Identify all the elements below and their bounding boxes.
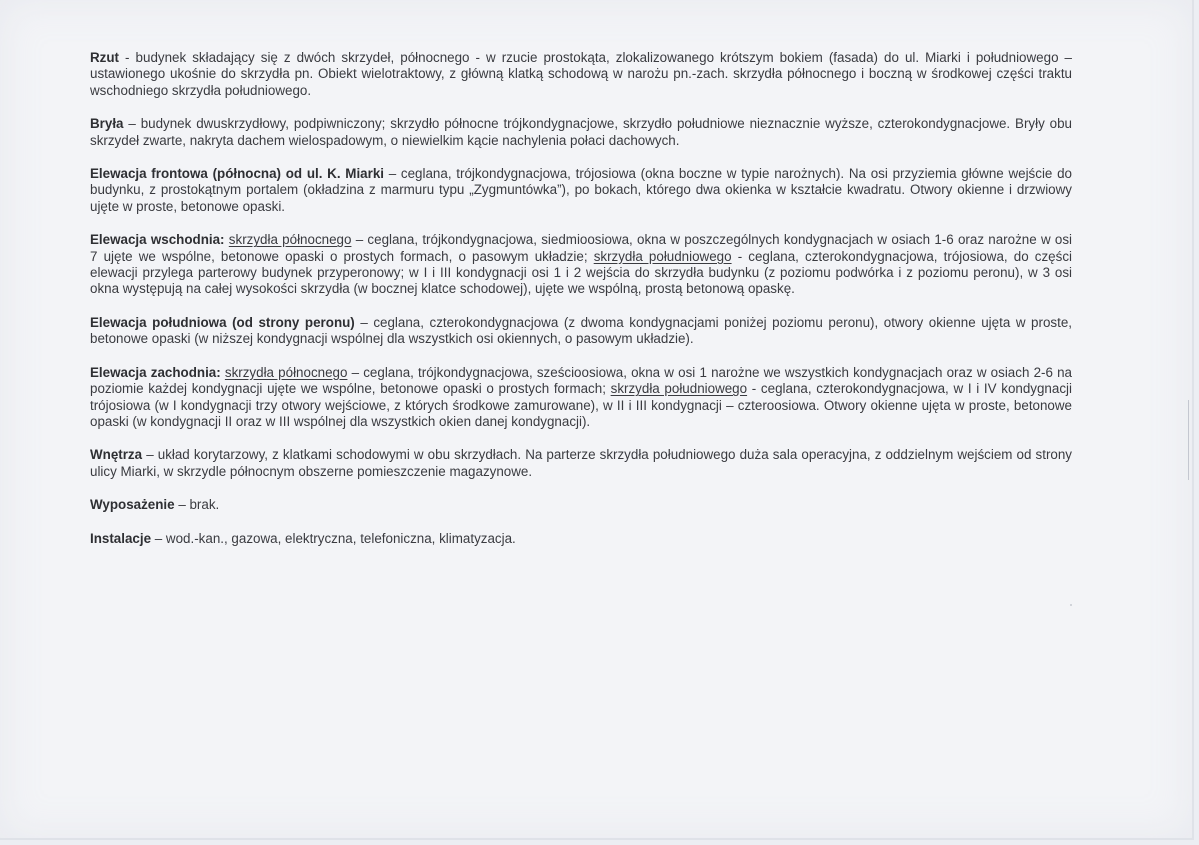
section-heading: Elewacja zachodnia: (90, 364, 221, 380)
paragraph-text: – ceglana, trójkondygnacjowa, sześcioosiowa, okna w osi 1 narożne we wszystkich kondygnacjach oraz w osiach 2-6 na poziomie każdej kondygnacji ujęte we wspólne, betonowe opaski o prostych formach; (90, 364, 1072, 397)
paragraph-elewacja-frontowa (90, 166, 1072, 215)
paragraph-elewacja-poludniowa (90, 315, 1072, 348)
underlined-term: skrzydła północnego (224, 364, 348, 380)
scan-mark (1070, 604, 1072, 606)
paragraph-elewacja-zachodnia (90, 365, 1072, 431)
paragraph-bryla (90, 116, 1072, 149)
paragraph-text: – ceglana, czterokondygnacjowa (z dwoma kondygnacjami poniżej poziomu peronu), otwory okienne ujęta w proste, betonowe opaski (w niższej kondygnacji wspólnej dla wszystkich osi okiennych, o pasowym układzie). (90, 314, 1072, 347)
section-heading: Elewacja frontowa (północna) od ul. K. Miarki (90, 166, 384, 182)
paragraph-text: – brak. (174, 497, 220, 513)
underlined-term: skrzydła południowego (610, 381, 748, 397)
paragraph-text: - ceglana, czterokondygnacjowa, trójosiowa, do części elewacji przylega parterowy budynek przyperonowy; w I i III kondygnacji osi 1 i 2 wejścia do skrzydła budynku (z poziomu podwórka i z poziomu peronu), w 3 osi okna występują na całej wysokości skrzydła (w bocznej klatce schodowej), ujęte we wspólną, prostą betonową opaskę. (90, 248, 1072, 297)
paragraph-rzut (90, 50, 1072, 99)
paragraph-text: – ceglana, trójkondygnacjowa, siedmioosiowa, okna w poszczególnych kondygnacjach w osiach 1-6 oraz narożne w osi 7 ujęte we wspólne, betonowe opaski o prostych formach, o pasowym układzie; (90, 232, 1072, 264)
section-heading: Elewacja południowa (od strony peronu) (90, 314, 355, 330)
paragraph-text: – ceglana, trójkondygnacjowa, trójosiowa (okna boczne w typie narożnych). Na osi przyziemia główne wejście do budynku, z prostokątnym portalem (okładzina z marmuru typu „Zygmuntówka”), po bokach, którego dwa okienka w kształcie kwadratu. Otwory okienne i drzwiowy ujęte w proste, betonowe opaski. (90, 166, 1072, 214)
section-heading: Elewacja wschodnia: (90, 232, 225, 248)
section-heading: Wnętrza (90, 447, 143, 463)
underlined-term: skrzydła południowego (593, 248, 732, 264)
paragraph-instalacje (90, 531, 1072, 547)
section-heading: Instalacje (90, 530, 152, 546)
paragraph-text: - budynek składający się z dwóch skrzydeł, północnego - w rzucie prostokąta, zlokalizowanego krótszym bokiem (fasada) do ul. Miarki i południowego – ustawionego ukośnie do skrzydła pn. Obiekt wielotraktowy, z główną klatką schodową w narożu pn.-zach. skrzydła północnego i boczną w środkowej części traktu wschodniego skrzydła południowego. (90, 50, 1072, 98)
paragraph-text: - ceglana, czterokondygnacjowa, w I i IV kondygnacji trójosiowa (w I kondygnacji trzy otwory wejściowe, z których środkowe zamurowane), w II i III kondygnacji – czteroosiowa. Otwory okienne ujęta w proste, betonowe opaski (w kondygnacji II oraz w III wspólnej dla wszystkich okien danej kondygnacji). (90, 381, 1072, 429)
document-body (90, 50, 1072, 564)
paragraph-text: – układ korytarzowy, z klatkami schodowymi w obu skrzydłach. Na parterze skrzydła południowego duża sala operacyjna, z oddzielnym wejściem od strony ulicy Miarki, w skrzydle północnym obszerne pomieszczenie magazynowe. (90, 447, 1072, 479)
section-heading: Bryła (90, 116, 124, 132)
section-heading: Wyposażenie (90, 497, 175, 513)
paragraph-text: – wod.-kan., gazowa, elektryczna, telefoniczna, klimatyzacja. (151, 530, 516, 546)
paragraph-wyposazenie (90, 497, 1072, 513)
scan-mark (1188, 400, 1189, 480)
paragraph-wnetrza (90, 447, 1072, 480)
section-heading: Rzut (90, 50, 120, 65)
paragraph-text: – budynek dwuskrzydłowy, podpiwniczony; skrzydło północne trójkondygnacjowe, skrzydło południowe nieznacznie wyższe, czterokondygnacjowe. Bryły obu skrzydeł zwarte, nakryta dachem wielospadowym, o niewielkim kącie nachylenia połaci dachowych. (90, 116, 1072, 148)
underlined-term: skrzydła północnego (228, 232, 352, 248)
paragraph-elewacja-wschodnia (90, 232, 1072, 298)
